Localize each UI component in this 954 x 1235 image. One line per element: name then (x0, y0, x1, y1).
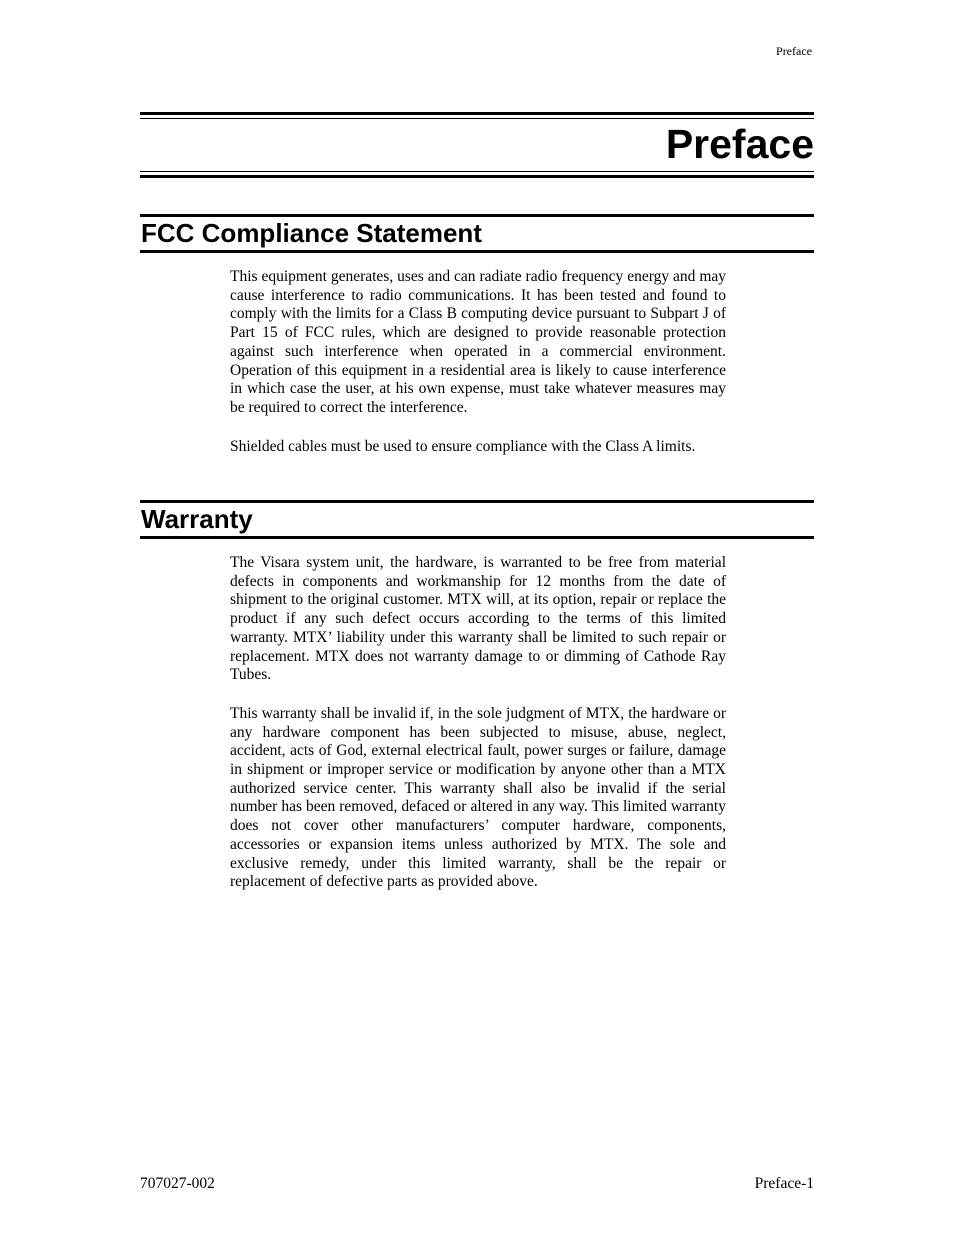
section-heading-bar (140, 500, 814, 539)
section-warranty (140, 500, 814, 912)
section-heading-bar (140, 214, 814, 253)
section-body (230, 268, 726, 456)
page-title: Preface (665, 121, 814, 167)
section-body (230, 554, 726, 892)
paragraph: This equipment generates, uses and can radiate radio frequency energy and may cause interference to radio communications. It has been tested and found to comply with the limits for a Class B computing device pursuant to Subpart J of Part 15 of FCC rules, which are designed to provide reasonable protection against such interference when operated in a commercial environment. Operation of this equipment in a residential area is likely to cause interference in which case the user, at his own expense, must take whatever measures may be required to correct the interference. (230, 268, 726, 416)
paragraph: This warranty shall be invalid if, in the sole judgment of MTX, the hardware or any hardware component has been subjected to misuse, abuse, neglect, accident, acts of God, external electrical fault, power surges or failure, damage in shipment or improper service or modification by anyone other than a MTX authorized service center. This warranty shall also be invalid if the serial number has been removed, defaced or altered in any way. This limited warranty does not cover other manufacturers’ computer hardware, components, accessories or expansion items unless authorized by MTX. The sole and exclusive remedy, under this limited warranty, shall be the repair or replacement of defective parts as provided above. (230, 704, 726, 891)
section-heading: Warranty (141, 504, 253, 534)
section-fcc-compliance (140, 214, 814, 476)
running-header: Preface (776, 44, 812, 58)
paragraph: The Visara system unit, the hardware, is warranted to be free from material defects in components and workmanship for 12 months from the date of shipment to the original customer. MTX will, at its option, repair or replace the product if any such defect occurs according to the terms of this limited warranty. MTX’ liability under this warranty shall be limited to such repair or replacement. MTX does not warranty damage to or dimming of Cathode Ray Tubes. (230, 554, 726, 684)
section-heading: FCC Compliance Statement (141, 218, 482, 248)
footer-doc-number: 707027-002 (140, 1175, 215, 1192)
paragraph: Shielded cables must be used to ensure compliance with the Class A limits. (230, 437, 696, 455)
footer-page-number: Preface-1 (754, 1175, 814, 1192)
title-block (140, 112, 814, 178)
